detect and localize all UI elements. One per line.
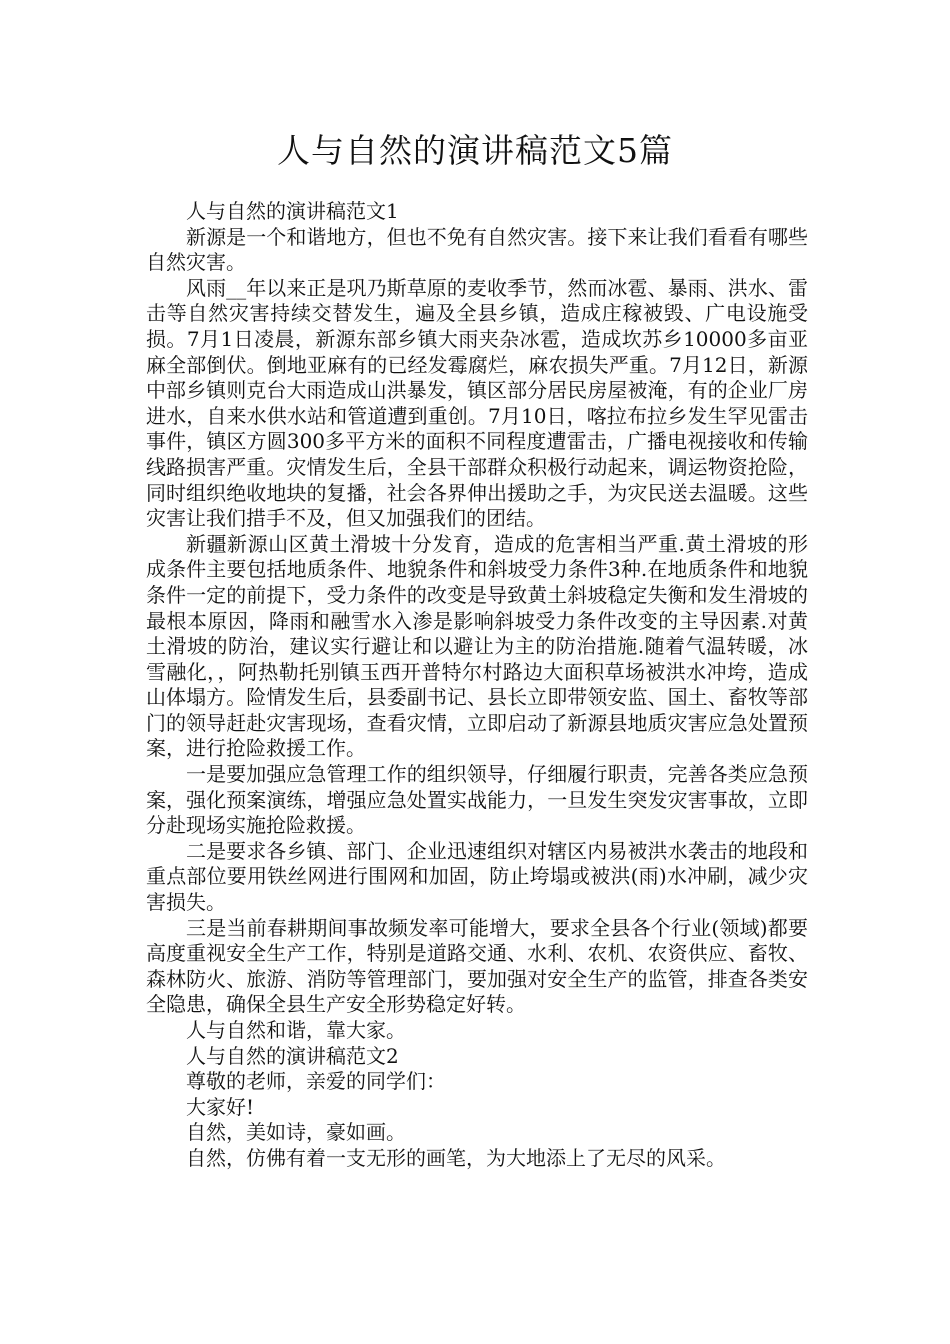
paragraph-measure-one: 一是要加强应急管理工作的组织领导，仔细履行职责，完善各类应急预案，强化预案演练，增强应急处置实战能力，一旦发生突发灾害事故，立即分赴现场实施抢险救援。 (146, 762, 808, 838)
paragraph-harmony: 人与自然和谐，靠大家。 (186, 1018, 406, 1042)
paragraph-subtitle-1: 人与自然的演讲稿范文1 (186, 199, 399, 223)
paragraph-nature-brush: 自然，仿佛有着一支无形的画笔，为大地添上了无尽的风采。 (186, 1145, 726, 1170)
paragraph-measure-two: 二是要求各乡镇、部门、企业迅速组织对辖区内易被洪水袭击的地段和重点部位要用铁丝网进行围网和加固，防止垮塌或被洪(雨)水冲刷，减少灾害损失。 (146, 838, 808, 915)
paragraph-greeting: 尊敬的老师，亲爱的同学们： (186, 1069, 446, 1094)
paragraph-landslide: 新疆新源山区黄土滑坡十分发育，造成的危害相当严重.黄土滑坡的形成条件主要包括地质条件、地貌条件和斜坡受力条件3种.在地质条件和地貌条件一定的前提下，受力条件的改变是导致黄土斜坡稳定失衡和发生滑坡的最根本原因，降雨和融雪水入渗是影响斜坡受力条件改变的主导因素.对黄土滑坡的防治，建议实行避让和以避让为主的防治措施.随着气温转暖，冰雪融化，，阿热勒托别镇玉西开普特尔村路边大面积草场被洪水冲垮，造成山体塌方。险情发生后，县委副书记、县长立即带领安监、国土、畜牧等部门的领导赶赴灾害现场，查看灾情，立即启动了新源县地质灾害应急处置预案，进行抢险救援工作。 (146, 531, 808, 761)
paragraph-subtitle-2: 人与自然的演讲稿范文2 (186, 1043, 399, 1068)
paragraph-measure-three: 三是当前春耕期间事故频发率可能增大，要求全县各个行业(领域)都要高度重视安全生产工作，特别是道路交通、水利、农机、农资供应、畜牧、森林防火、旅游、消防等管理部门，要加强对安全生产的监管，排查各类安全隐患，确保全县生产安全形势稳定好转。 (146, 915, 808, 1017)
document-title: 人与自然的演讲稿范文5篇 (277, 131, 673, 170)
document-body (146, 199, 808, 1172)
paragraph-weather-disasters: 风雨__年以来正是巩乃斯草原的麦收季节，然而冰雹、暴雨、洪水、雷击等自然灾害持续交替发生，遍及全县乡镇，造成庄稼被毁、广电设施受损。7月1日凌晨，新源东部乡镇大雨夹杂冰雹，造成坎苏乡10000多亩亚麻全部倒伏。倒地亚麻有的已经发霉腐烂，麻农损失严重。7月12日，新源中部乡镇则克台大雨造成山洪暴发，镇区部分居民房屋被淹，有的企业厂房进水，自来水供水站和管道遭到重创。7月10日，喀拉布拉乡发生罕见雷击事件，镇区方圆300多平方米的面积不同程度遭雷击，广播电视接收和传输线路损害严重。灾情发生后，全县干部群众积极行动起来，调运物资抢险，同时组织绝收地块的复播，社会各界伸出援助之手，为灾民送去温暖。这些灾害让我们措手不及，但又加强我们的团结。 (146, 275, 808, 531)
paragraph-hello: 大家好! (186, 1094, 255, 1119)
paragraph-intro: 新源是一个和谐地方，但也不免有自然灾害。接下来让我们看看有哪些自然灾害。 (146, 224, 808, 275)
paragraph-nature-poem: 自然，美如诗，豪如画。 (186, 1120, 406, 1145)
